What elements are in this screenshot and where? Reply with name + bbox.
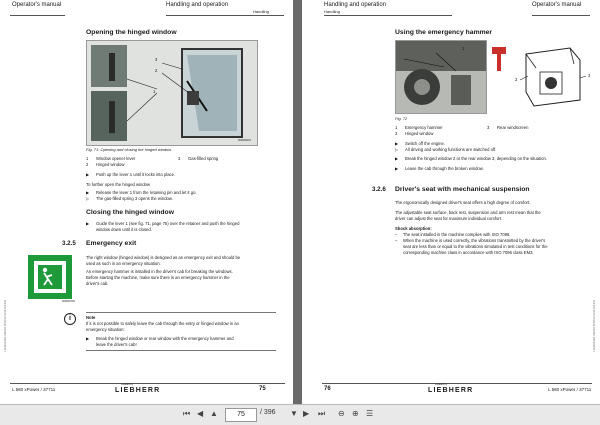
- step-arrow-icon: ▶: [86, 222, 89, 226]
- liebherr-logo: LIEBHERR: [428, 387, 474, 394]
- callout-1: 1: [153, 89, 156, 94]
- note-rule-top: [86, 312, 276, 313]
- step-arrow-icon: ▶: [395, 142, 398, 146]
- page-input[interactable]: 75: [225, 408, 257, 422]
- header-rule-right: [532, 15, 590, 16]
- legend-text: Window opener lever: [96, 156, 136, 161]
- legend-num: 2: [395, 131, 398, 136]
- legend-num: 2: [86, 162, 89, 167]
- legend-num: 3: [178, 156, 181, 161]
- legend-num: 3: [487, 125, 490, 130]
- legend-text: Emergency hammer: [405, 125, 443, 130]
- logo-small: created by: [435, 383, 448, 386]
- page-up-icon[interactable]: ▲: [210, 409, 218, 418]
- photo-ref: 000000001: [238, 139, 251, 142]
- step-arrow-icon: ▶: [395, 157, 398, 161]
- header-rule-left: [324, 15, 452, 16]
- emergency-p1b: used as such in an emergency situation.: [86, 261, 161, 266]
- figure-caption: Fig. 71: Opening and closing the hinged window: [86, 147, 172, 152]
- shock-2b: seat are less than or equal to the vibrations simulated in test conditions for the: [403, 244, 548, 249]
- result-arrow-icon: ▷: [395, 147, 399, 152]
- seat-title: Driver's seat with mechanical suspension: [395, 186, 530, 193]
- menu-icon[interactable]: ☰: [366, 409, 374, 418]
- right-page: Handling and operation Operator's manual Handling Using the emergency hammer 1 2 3 Fig. 72 1 Emergency hammer 3 Rear windscreen 2 Hinged window ▶ Switch off the engine. ▷ All driving and working functions are switched off. ▶ Break the hinged window 2 or the rear window 3, depending on the situation. ▶ Leave the cab through the broken window. 3.2.6 Driver's seat with mechanical suspension The ergonomically designed driver's seat offers a high degree of comfort. The adjustable seat surface, back rest, suspension and arm rest mean that the driver can adjust the seat for maximum individual comfort. Shock absorption: – The seat installed in the machine complies with ISO 7096. – When the machine is used correctly, the vibrations transmitted by the driver's seat are less than or equal to the vibrations simulated in test conditions for the corresponding machine class in accordance with ISO 7096 class EM3. LIEBHERR-WERK BISCHOFSHOFEN 76 created by LIEBHERR L 580 xPower / 37711: [302, 0, 600, 404]
- prev-page-icon[interactable]: ◀: [197, 409, 204, 418]
- emergency-p2b: Before starting the machine, make sure there is an emergency hammer in the: [86, 275, 230, 280]
- header-rule-left: [10, 15, 65, 16]
- closing-step-cont: window down until it is closed.: [96, 227, 152, 232]
- emergency-p2c: driver's cab.: [86, 281, 109, 286]
- further-text: To further open the hinged window: [86, 182, 151, 187]
- callout-1: 1: [462, 46, 465, 51]
- cab-photo: [395, 40, 487, 114]
- callout-3: 3: [588, 73, 591, 78]
- emergency-num: 3.2.5: [62, 240, 76, 247]
- legend-text: Rear windscreen: [497, 125, 529, 130]
- legend-num: 1: [86, 156, 89, 161]
- side-text: LIEBHERR-WERK BISCHOFSHOFEN: [592, 300, 596, 352]
- zoom-in-icon[interactable]: ⊕: [352, 409, 359, 418]
- page-number: 76: [324, 386, 331, 392]
- closing-title: Closing the hinged window: [86, 209, 174, 216]
- logo-small: created by: [121, 383, 134, 386]
- liebherr-logo: LIEBHERR: [115, 387, 161, 394]
- emergency-p2a: An emergency hammer is installed in the driver's cab for breaking the windows.: [86, 269, 233, 274]
- last-page-icon[interactable]: ⏭: [318, 409, 326, 418]
- legend-text: Hinged window: [96, 162, 125, 167]
- seat-p2b: driver can adjust the seat for maximum individual comfort.: [395, 216, 503, 221]
- side-text: LIEBHERR-WERK BISCHOFSHOFEN: [3, 300, 7, 352]
- emergency-p1a: The right window (hinged window) is designed as an emergency exit and should be: [86, 255, 241, 260]
- dash: –: [395, 232, 398, 237]
- exit-ref: 000000781: [62, 300, 75, 303]
- header-rule-right: [166, 15, 284, 16]
- header-sub: Handling: [253, 9, 269, 14]
- callout-3: 3: [155, 57, 158, 62]
- callout-2: 2: [155, 68, 158, 73]
- emergency-exit-sign-icon: [28, 255, 72, 299]
- header-left: Operator's manual: [12, 2, 62, 8]
- left-page: Operator's manual Handling and operation Handling Opening the hinged window 3 2 1 000000001 Fig. 71: Opening and closing the hinged window 1 Window opener lever 3 Gas-filled spring 2 Hinged window ▶ Push up the lever 1 until it locks into place. To further open the hinged window ▶ Release the lever 1 from the retaining pin and let it go. ▷ The gas-filled spring 3 opens the window. Closing the hinged window ▶ Guide the lever 1 (see fig. 71, page 75) over the retainer and push the hinged window down until it is closed. 3.2.5 Emergency exit 000000781 The right window (hinged window) is designed as an emergency exit and should be used as such in an emergency situation. An emergency hammer is installed in the driver's cab for breaking the windows. Before starting the machine, make sure there is an emergency hammer in the driver's cab. i Note If it is not possible to safely leave the cab through the entry or hinged window in an emergency situation: ▶ Break the hinged window or rear window with the emergency hammer and leave the driver's cab! LIEBHERR-WERK BISCHOFSHOFEN L 580 xPower / 37711 created by LIEBHERR 75: [0, 0, 293, 404]
- seat-num: 3.2.6: [372, 186, 386, 193]
- step-arrow-icon: ▶: [86, 337, 89, 341]
- emergency-title: Emergency exit: [86, 240, 137, 247]
- section-title: Using the emergency hammer: [395, 29, 493, 36]
- note-label: Note: [86, 315, 96, 320]
- legend-text: Gas-filled spring: [188, 156, 219, 161]
- dash: –: [395, 238, 398, 243]
- step-arrow-icon: ▶: [86, 173, 89, 177]
- header-right: Handling and operation: [166, 2, 229, 8]
- next-page-icon[interactable]: ▶: [303, 409, 310, 418]
- shock-label: Shock absorption:: [395, 226, 432, 231]
- callout-2: 2: [515, 77, 518, 82]
- section-title: Opening the hinged window: [86, 29, 177, 36]
- page-number: 75: [259, 386, 266, 392]
- header-left: Handling and operation: [324, 2, 387, 8]
- hinged-window-photo: [86, 40, 258, 146]
- note-b: emergency situation:: [86, 327, 125, 332]
- step-arrow-icon: ▶: [86, 191, 89, 195]
- seat-p1: The ergonomically designed driver's seat offers a high degree of comfort.: [395, 200, 531, 205]
- legend-num: 1: [395, 125, 398, 130]
- emergency-hammer-icon: [490, 45, 508, 73]
- note-step-cont: leave the driver's cab!: [96, 342, 137, 347]
- page-total: / 396: [260, 409, 276, 416]
- first-page-icon[interactable]: ⏮: [183, 409, 191, 418]
- footer-rule: [10, 383, 285, 384]
- page-down-icon[interactable]: ▼: [290, 409, 298, 418]
- viewer-toolbar: [0, 404, 600, 425]
- info-icon: i: [64, 313, 76, 325]
- header-sub: Handling: [324, 9, 340, 14]
- cab-diagram: [514, 40, 591, 114]
- result-arrow-icon: ▷: [86, 196, 90, 201]
- seat-p2a: The adjustable seat surface, back rest, suspension and arm rest mean that the: [395, 210, 541, 215]
- legend-text: Hinged window: [405, 131, 434, 136]
- step-arrow-icon: ▶: [395, 167, 398, 171]
- shock-2c: corresponding machine class in accordance with ISO 7096 class EM3.: [403, 250, 534, 255]
- header-right: Operator's manual: [532, 2, 582, 8]
- footer-right: L 580 xPower / 37711: [548, 387, 592, 392]
- footer-rule: [322, 383, 592, 384]
- footer-left: L 580 xPower / 37711: [12, 387, 56, 392]
- zoom-out-icon[interactable]: ⊖: [338, 409, 345, 418]
- figure-caption: Fig. 72: [395, 116, 408, 121]
- note-rule-bottom: [86, 350, 276, 351]
- note-a: If it is not possible to safely leave the cab through the entry or hinged window in an: [86, 321, 239, 326]
